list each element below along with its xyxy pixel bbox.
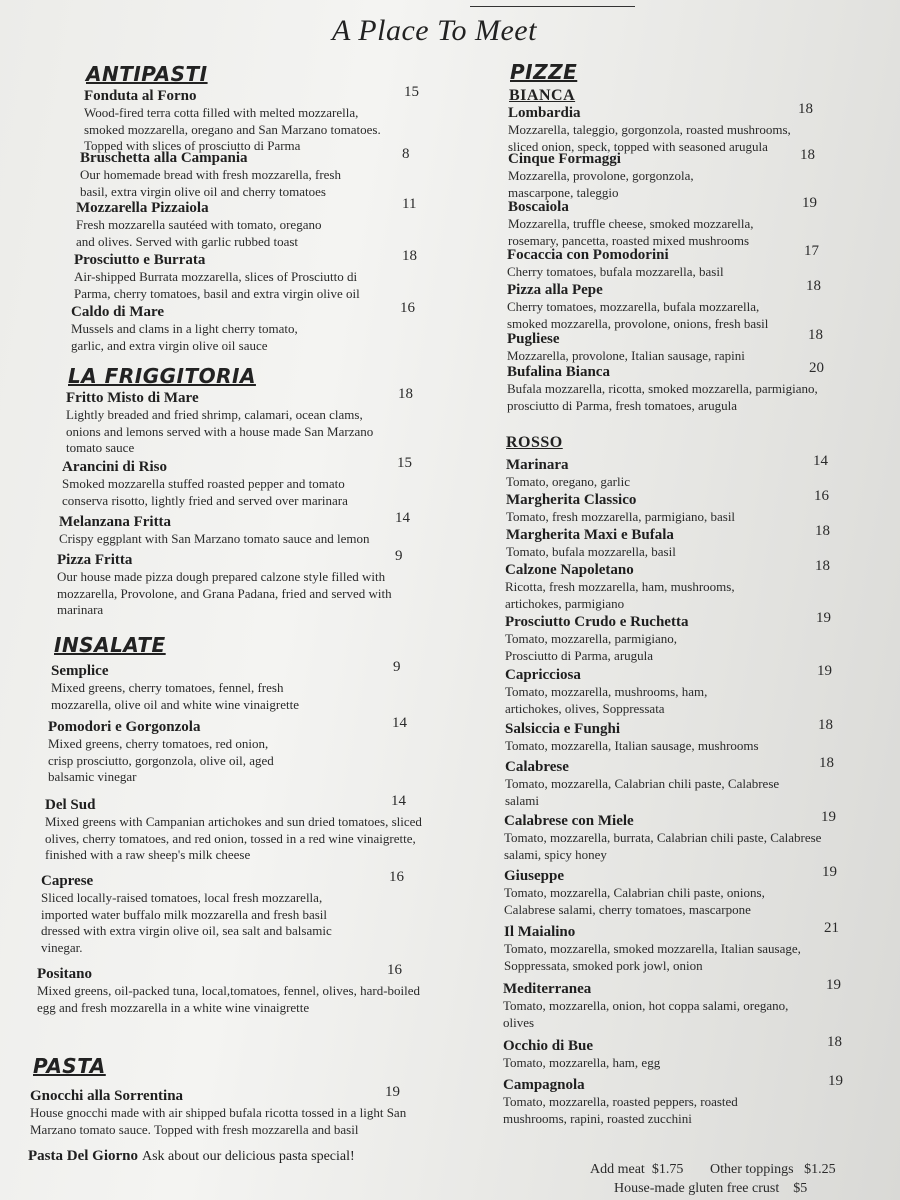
subsection-title-rosso: ROSSO bbox=[506, 434, 563, 451]
section-title-pasta: PASTA bbox=[33, 1054, 106, 1078]
item-price: 14 bbox=[813, 453, 828, 469]
item-price: 19 bbox=[817, 663, 832, 679]
item-price: 18 bbox=[402, 248, 417, 264]
item-name: Fritto Misto di Mare bbox=[66, 390, 199, 406]
menu-item bbox=[505, 717, 835, 755]
item-name: Cinque Formaggi bbox=[508, 151, 621, 167]
item-price: 20 bbox=[809, 360, 824, 376]
item-description: Bufala mozzarella, ricotta, smoked mozzarella, parmigiano, prosciutto di Parma, fresh tomatoes, arugula bbox=[507, 381, 818, 413]
menu-item bbox=[505, 610, 835, 664]
item-description: Mozzarella, truffle cheese, smoked mozzarella, rosemary, pancetta, roasted mixed mushrooms bbox=[508, 216, 754, 248]
menu-item bbox=[507, 243, 837, 281]
item-price: 14 bbox=[391, 793, 406, 809]
item-price: 18 bbox=[815, 558, 830, 574]
item-price: 9 bbox=[395, 548, 403, 564]
menu-item bbox=[37, 962, 437, 1016]
item-price: 9 bbox=[393, 659, 401, 675]
item-description: House gnocchi made with air shipped bufala ricotta tossed in a light San Marzano tomato sauce. Topped with fresh mozzarella and basil bbox=[30, 1105, 407, 1137]
item-description: Tomato, fresh mozzarella, parmigiano, basil bbox=[506, 509, 736, 524]
menu-item bbox=[506, 523, 836, 561]
menu-item bbox=[503, 977, 843, 1031]
menu-item bbox=[506, 488, 836, 526]
item-name: Boscaiola bbox=[508, 199, 569, 215]
item-description: Tomato, mozzarella, smoked mozzarella, Italian sausage, Soppressata, smoked pork jowl, onion bbox=[504, 941, 801, 973]
subsection-title-bianca: BIANCA bbox=[509, 87, 576, 104]
item-description: Tomato, mozzarella, roasted peppers, roasted mushrooms, rapini, roasted zucchini bbox=[503, 1094, 738, 1126]
item-price: 18 bbox=[818, 717, 833, 733]
item-price: 16 bbox=[387, 962, 402, 978]
item-description: Tomato, mozzarella, onion, hot coppa salami, oregano, olives bbox=[503, 998, 789, 1030]
item-price: 14 bbox=[392, 715, 407, 731]
item-description: Mozzarella, taleggio, gorgonzola, roasted mushrooms, sliced onion, speck, topped with seasoned arugula bbox=[508, 122, 791, 154]
item-name: Caldo di Mare bbox=[71, 304, 165, 320]
item-name: Bufalina Bianca bbox=[507, 364, 610, 380]
extra-gluten-free: House-made gluten free crust $5 bbox=[614, 1181, 808, 1196]
menu-item bbox=[71, 300, 416, 354]
item-price: 19 bbox=[385, 1084, 400, 1100]
item-price: 16 bbox=[400, 300, 415, 316]
item-description: Crispy eggplant with San Marzano tomato sauce and lemon bbox=[59, 531, 370, 546]
menu-item bbox=[74, 248, 419, 302]
menu-item bbox=[504, 809, 844, 863]
item-name: Focaccia con Pomodorini bbox=[507, 247, 669, 263]
item-price: 19 bbox=[828, 1073, 843, 1089]
menu-item bbox=[84, 84, 419, 155]
item-price: 16 bbox=[389, 869, 404, 885]
menu-item bbox=[505, 755, 835, 809]
item-description: Mixed greens, cherry tomatoes, fennel, fresh mozzarella, olive oil and white wine vinaigrette bbox=[51, 680, 299, 712]
item-name: Mediterranea bbox=[503, 981, 592, 997]
section-title-insalate: INSALATE bbox=[54, 633, 166, 657]
menu-item bbox=[507, 360, 847, 414]
item-price: 21 bbox=[824, 920, 839, 936]
item-name: Marinara bbox=[506, 457, 569, 473]
item-description: Tomato, mozzarella, Calabrian chili paste, Calabrese salami bbox=[505, 776, 780, 808]
item-name: Calabrese con Miele bbox=[504, 813, 634, 829]
item-description: Tomato, mozzarella, Calabrian chili paste, onions, Calabrese salami, cherry tomatoes, mascarpone bbox=[504, 885, 765, 917]
item-description: Cherry tomatoes, bufala mozzarella, basil bbox=[507, 264, 724, 279]
section-title-pizze: PIZZE bbox=[510, 60, 578, 84]
menu-item bbox=[80, 146, 410, 200]
item-name: Mozzarella Pizzaiola bbox=[76, 200, 209, 216]
item-description: Mixed greens with Campanian artichokes and sun dried tomatoes, sliced olives, cherry tomatoes, and red onion, tossed in a red wine vinaigrette, finished with a raw sheep's milk cheese bbox=[45, 814, 422, 862]
section-title-friggitoria: LA FRIGGITORIA bbox=[68, 364, 256, 388]
menu-item bbox=[504, 920, 844, 974]
item-price: 18 bbox=[800, 147, 815, 163]
item-description: Mixed greens, cherry tomatoes, red onion, crisp prosciutto, gorgonzola, olive oil, aged balsamic vinegar bbox=[48, 736, 274, 784]
item-price: 19 bbox=[822, 864, 837, 880]
item-description: Wood-fired terra cotta filled with melted mozzarella, smoked mozzarella, oregano and San Marzano tomatoes. Topped with slices of prosciutto di Parma bbox=[84, 105, 381, 153]
item-name: Margherita Classico bbox=[506, 492, 637, 508]
item-description: Ricotta, fresh mozzarella, ham, mushrooms, artichokes, parmigiano bbox=[505, 579, 735, 611]
pasta-special bbox=[28, 1147, 355, 1165]
item-description: Tomato, bufala mozzarella, basil bbox=[506, 544, 676, 559]
item-price: 8 bbox=[402, 146, 410, 162]
item-name: Pugliese bbox=[507, 331, 560, 347]
item-name: Pasta Del Giorno bbox=[28, 1148, 138, 1164]
tagline: A Place To Meet bbox=[332, 14, 537, 47]
item-description: Air-shipped Burrata mozzarella, slices of Prosciutto di Parma, cherry tomatoes, basil and extra virgin olive oil bbox=[74, 269, 360, 301]
item-name: Prosciutto Crudo e Ruchetta bbox=[505, 614, 689, 630]
item-name: Bruschetta alla Campania bbox=[80, 150, 248, 166]
item-note: Ask about our delicious pasta special! bbox=[142, 1149, 355, 1164]
item-description: Tomato, mozzarella, mushrooms, ham, artichokes, olives, Soppressata bbox=[505, 684, 708, 716]
menu-item bbox=[508, 147, 838, 201]
section-title-antipasti: ANTIPASTI bbox=[86, 62, 208, 86]
menu-item bbox=[503, 1034, 843, 1072]
item-description: Tomato, oregano, garlic bbox=[506, 474, 630, 489]
header-rule bbox=[470, 6, 635, 7]
item-name: Calzone Napoletano bbox=[505, 562, 634, 578]
menu-item bbox=[505, 558, 835, 612]
item-name: Calabrese bbox=[505, 759, 569, 775]
item-price: 18 bbox=[815, 523, 830, 539]
item-description: Sliced locally-raised tomatoes, local fresh mozzarella, imported water buffalo milk mozzarella and fresh basil dressed with extra virgin olive oil, sea salt and balsamic vinegar. bbox=[41, 890, 332, 955]
item-name: Caprese bbox=[41, 873, 94, 889]
item-price: 18 bbox=[798, 101, 813, 117]
item-price: 15 bbox=[397, 455, 412, 471]
menu-item bbox=[503, 1073, 843, 1127]
item-name: Pizza Fritta bbox=[57, 552, 133, 568]
item-description: Our house made pizza dough prepared calzone style filled with mozzarella, Provolone, and Grana Padana, fried and served with marinara bbox=[57, 569, 392, 617]
menu-item bbox=[48, 715, 418, 786]
item-name: Il Maialino bbox=[504, 924, 576, 940]
item-price: 18 bbox=[827, 1034, 842, 1050]
menu-item bbox=[41, 869, 411, 956]
item-description: Our homemade bread with fresh mozzarella, fresh basil, extra virgin olive oil and cherry tomatoes bbox=[80, 167, 341, 199]
item-price: 18 bbox=[806, 278, 821, 294]
menu-item bbox=[62, 455, 417, 509]
menu-item bbox=[57, 548, 427, 619]
item-price: 19 bbox=[826, 977, 841, 993]
item-name: Arancini di Riso bbox=[62, 459, 168, 475]
item-description: Smoked mozzarella stuffed roasted pepper and tomato conserva risotto, lightly fried and served over marinara bbox=[62, 476, 348, 508]
menu-item bbox=[51, 659, 406, 713]
item-description: Tomato, mozzarella, Italian sausage, mushrooms bbox=[505, 738, 759, 753]
item-description: Fresh mozzarella sautéed with tomato, oregano and olives. Served with garlic rubbed toast bbox=[76, 217, 322, 249]
item-description: Mozzarella, provolone, Italian sausage, rapini bbox=[507, 348, 745, 363]
item-description: Lightly breaded and fried shrimp, calamari, ocean clams, onions and lemons served with a house made San Marzano tomato sauce bbox=[66, 407, 374, 455]
item-price: 18 bbox=[808, 327, 823, 343]
item-name: Melanzana Fritta bbox=[59, 514, 172, 530]
item-description: Mixed greens, oil-packed tuna, local,tomatoes, fennel, olives, hard-boiled egg and fresh mozzarella in a white wine vinaigrette bbox=[37, 983, 421, 1015]
item-name: Pizza alla Pepe bbox=[507, 282, 603, 298]
item-price: 15 bbox=[404, 84, 419, 100]
menu-item bbox=[45, 793, 435, 864]
item-price: 14 bbox=[395, 510, 410, 526]
item-price: 17 bbox=[804, 243, 819, 259]
menu-item bbox=[504, 864, 844, 918]
item-description: Tomato, mozzarella, burrata, Calabrian chili paste, Calabrese salami, spicy honey bbox=[504, 830, 822, 862]
item-name: Occhio di Bue bbox=[503, 1038, 594, 1054]
item-name: Pomodori e Gorgonzola bbox=[48, 719, 201, 735]
menu-item bbox=[508, 195, 838, 249]
extra-add-meat: Add meat $1.75 bbox=[590, 1162, 684, 1177]
item-name: Prosciutto e Burrata bbox=[74, 252, 206, 268]
menu-item bbox=[508, 101, 838, 155]
item-price: 19 bbox=[802, 195, 817, 211]
menu-item bbox=[30, 1084, 440, 1138]
item-price: 18 bbox=[819, 755, 834, 771]
menu-item bbox=[507, 327, 837, 365]
item-name: Margherita Maxi e Bufala bbox=[506, 527, 674, 543]
item-name: Fonduta al Forno bbox=[84, 88, 197, 104]
item-name: Del Sud bbox=[45, 797, 96, 813]
item-price: 19 bbox=[816, 610, 831, 626]
menu-item bbox=[505, 663, 835, 717]
menu-item bbox=[66, 386, 421, 457]
extra-other-toppings: Other toppings $1.25 bbox=[710, 1162, 836, 1177]
item-price: 16 bbox=[814, 488, 829, 504]
menu-item bbox=[59, 510, 414, 548]
item-name: Semplice bbox=[51, 663, 109, 679]
menu-item bbox=[506, 453, 836, 491]
item-name: Lombardia bbox=[508, 105, 581, 121]
item-description: Mussels and clams in a light cherry tomato, garlic, and extra virgin olive oil sauce bbox=[71, 321, 298, 353]
menu-item bbox=[76, 196, 421, 250]
item-price: 18 bbox=[398, 386, 413, 402]
item-description: Cherry tomatoes, mozzarella, bufala mozzarella, smoked mozzarella, provolone, onions, fresh basil bbox=[507, 299, 769, 331]
item-price: 19 bbox=[821, 809, 836, 825]
item-name: Giuseppe bbox=[504, 868, 565, 884]
item-description: Tomato, mozzarella, parmigiano, Prosciutto di Parma, arugula bbox=[505, 631, 677, 663]
item-name: Positano bbox=[37, 966, 93, 982]
menu-item bbox=[507, 278, 837, 332]
item-description: Tomato, mozzarella, ham, egg bbox=[503, 1055, 661, 1070]
item-name: Salsiccia e Funghi bbox=[505, 721, 621, 737]
item-name: Gnocchi alla Sorrentina bbox=[30, 1088, 184, 1104]
item-description: Mozzarella, provolone, gorgonzola, mascarpone, taleggio bbox=[508, 168, 694, 200]
item-price: 11 bbox=[402, 196, 417, 212]
item-name: Capricciosa bbox=[505, 667, 581, 683]
item-name: Campagnola bbox=[503, 1077, 585, 1093]
